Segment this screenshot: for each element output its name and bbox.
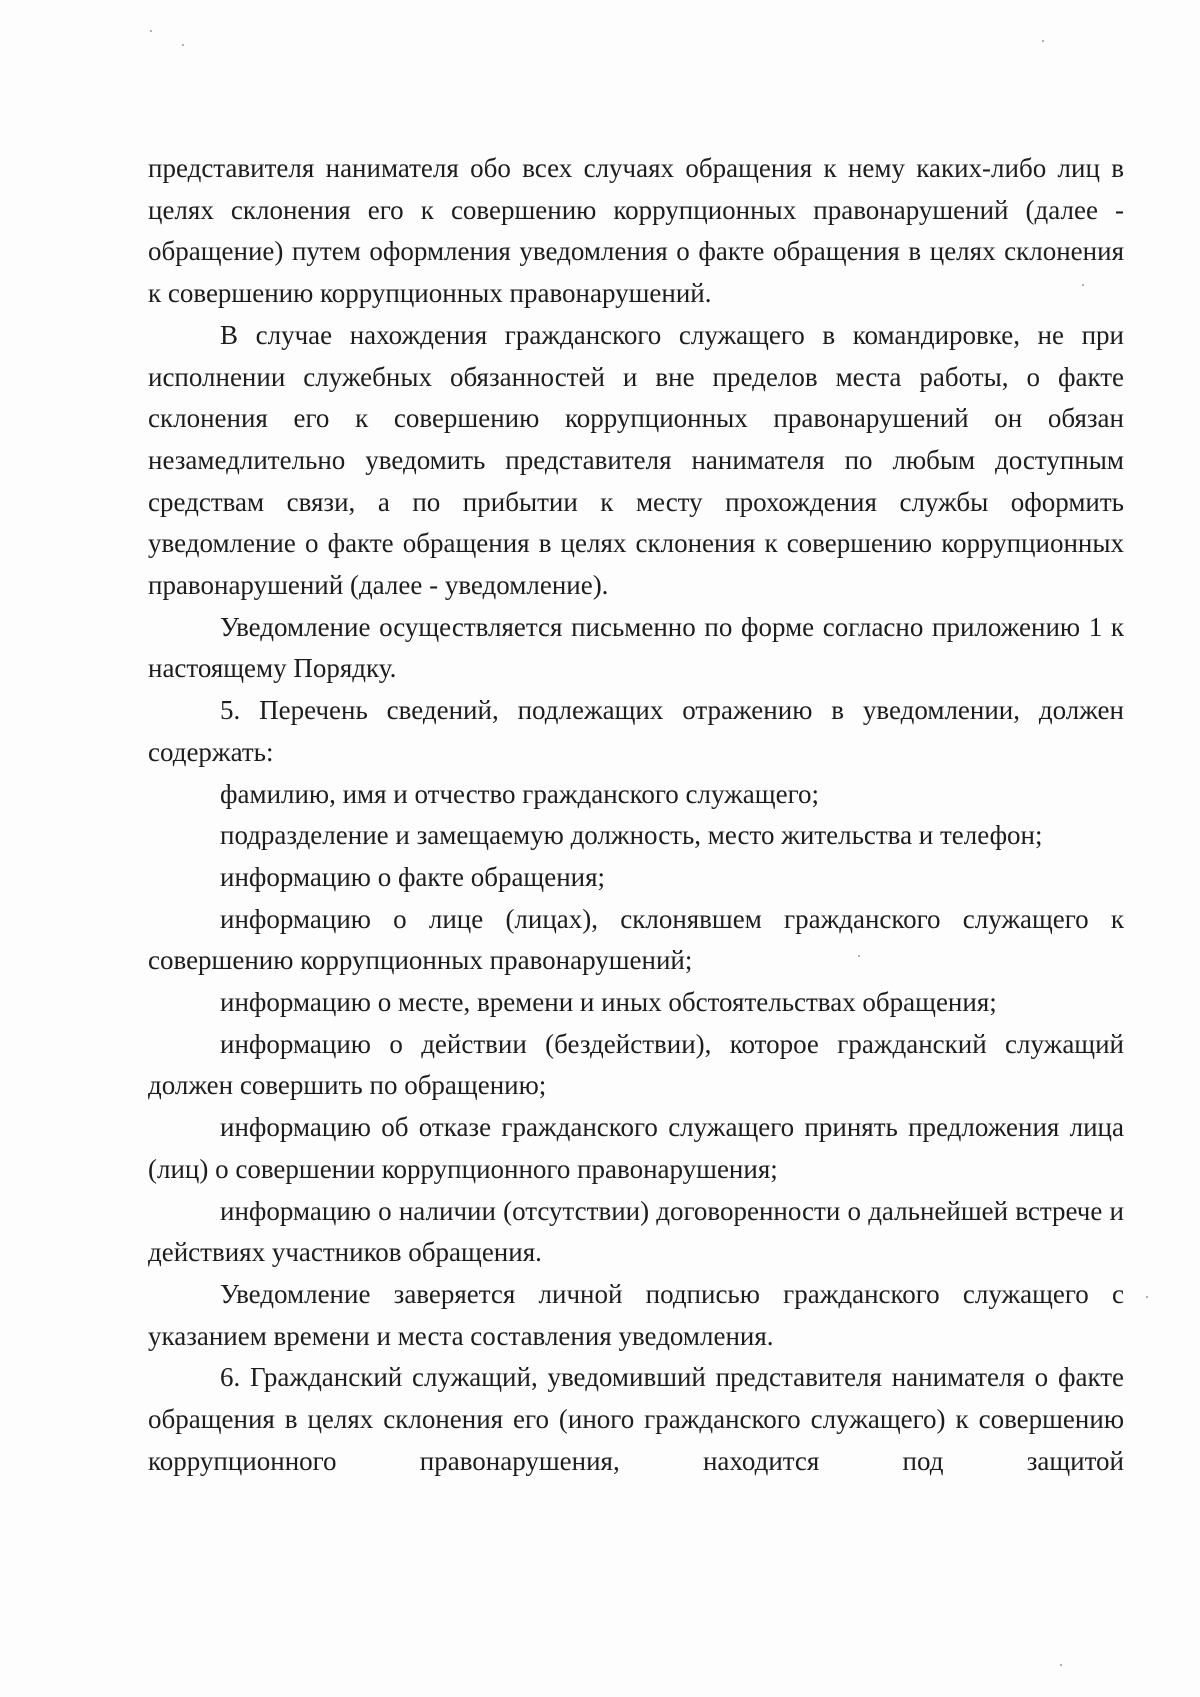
scan-speck (1042, 40, 1044, 42)
list-item-fact: информацию о факте обращения; (220, 861, 606, 892)
paragraph-signature: Уведомление заверяется личной подписью гражданского служащего с указанием времени и места составления уведомления. (148, 1278, 1124, 1351)
list-item-circumstances: информацию о месте, времени и иных обстоятельствах обращения; (220, 987, 997, 1018)
list-item-position: подразделение и замещаемую должность, место жительства и телефон; (220, 820, 1043, 851)
scan-speck (1060, 1664, 1062, 1666)
list-item-full-name: фамилию, имя и отчество гражданского служащего; (220, 778, 819, 809)
document-body (148, 148, 1124, 1483)
scan-speck (182, 44, 184, 46)
paragraph-item-6: 6. Гражданский служащий, уведомивший представителя нанимателя о факте обращения в целях склонения его (иного гражданского служащего) к совершению коррупционного правонарушения, находится под защитой (148, 1362, 1124, 1476)
scan-speck (1146, 1296, 1148, 1298)
paragraph-business-trip: В случае нахождения гражданского служащего в командировке, не при исполнении служебных обязанностей и вне пределов места работы, о факте склонения его к совершению коррупционных правонарушений он обязан незамедлительно уведомить представителя нанимателя по любым доступным средствам связи, а по прибытии к месту прохождения службы оформить уведомление о факте обращения в целях склонения к совершению коррупционных правонарушений (далее - уведомление). (148, 319, 1124, 601)
scan-speck (150, 30, 152, 32)
list-item-persons: информацию о лице (лицах), склонявшем гражданского служащего к совершению коррупционных правонарушений; (148, 903, 1124, 976)
list-item-action: информацию о действии (бездействии), которое гражданский служащий должен совершить по обращению; (148, 1028, 1124, 1101)
list-item-agreement: информацию о наличии (отсутствии) договоренности о дальнейшей встрече и действиях участников обращения. (148, 1195, 1124, 1268)
list-item-refusal: информацию об отказе гражданского служащего принять предложения лица (лиц) о совершении коррупционного правонарушения; (148, 1112, 1124, 1184)
paragraph-continuation: представителя нанимателя обо всех случаях обращения к нему каких-либо лиц в целях склонения его к совершению коррупционных правонарушений (далее - обращение) путем оформления уведомления о факте обращения в целях склонения к совершению коррупционных правонарушений. (148, 153, 1124, 309)
paragraph-item-5: 5. Перечень сведений, подлежащих отражению в уведомлении, должен содержать: (148, 695, 1124, 767)
paragraph-written-form: Уведомление осуществляется письменно по форме согласно приложению 1 к настоящему Порядку. (148, 611, 1124, 684)
